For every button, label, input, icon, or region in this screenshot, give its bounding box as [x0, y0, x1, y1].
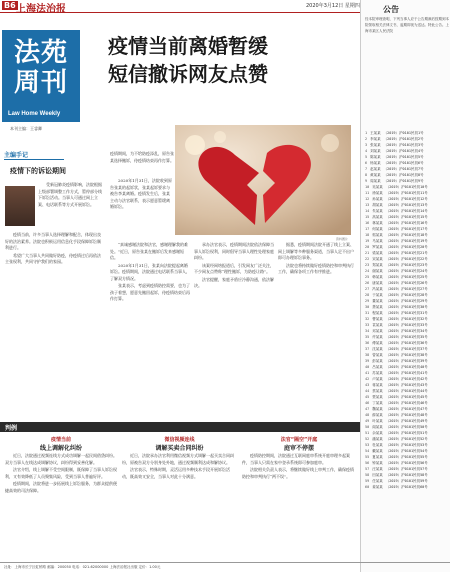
headline-line-1: 疫情当前离婚暂缓	[108, 34, 268, 58]
bottom-article-2-title: 调解买卖合同纠纷	[155, 445, 204, 452]
article-paragraph: 近日，法院通过视频连线方式成功调解一起民间借贷纠纷。双方当事人在线达成调解协议，纠纷得到妥善化解。	[5, 453, 117, 465]
announcement-no: 49	[365, 419, 370, 423]
column-body	[5, 232, 102, 417]
announcement-case: （2019）沪0101民初18号	[385, 233, 428, 237]
announcement-case: （2019）沪0101民初11号	[385, 191, 428, 195]
column-logo	[2, 30, 80, 122]
announcement-case: （2019）沪0101民初7号	[383, 167, 424, 171]
announcement-no: 1	[365, 131, 368, 135]
announcement-name: 罗某某	[372, 245, 383, 249]
announcement-case: （2019）沪0101民初5号	[383, 155, 424, 159]
announcement-name: 阎某某	[372, 425, 383, 429]
announcement-name: 朱某某	[372, 209, 383, 213]
announcement-no: 36	[365, 341, 370, 345]
column-title: 疫情下的诉讼期间	[10, 167, 66, 175]
announcement-case: （2019）沪0101民初40号	[385, 365, 428, 369]
announcement-name: 周某某	[370, 179, 381, 183]
announcement-no: 41	[365, 371, 370, 375]
announcement-no: 29	[365, 299, 370, 303]
announcement-name: 吕某某	[372, 365, 383, 369]
announcement-case: （2019）沪0101民初38号	[385, 353, 428, 357]
column-header: 主编手记	[4, 150, 64, 160]
logo-english: Law Home Weekly	[8, 111, 61, 117]
announcement-case: （2019）沪0101民初56号	[385, 461, 428, 465]
announcement-case: （2019）沪0101民初33号	[385, 323, 428, 327]
announcement-case: （2019）沪0101民初12号	[385, 197, 428, 201]
announcement-case: （2019）沪0101民初19号	[385, 239, 428, 243]
announcement-case: （2019）沪0101民初28号	[385, 293, 428, 297]
announcement-panel	[360, 0, 450, 572]
bottom-article-3-sub: 法官“隔空”开庭	[280, 437, 318, 443]
announcement-no: 3	[365, 143, 368, 147]
editor-credit: 本刊主编：王睿卿	[10, 126, 42, 131]
announcement-no: 22	[365, 257, 370, 261]
announcement-no: 16	[365, 221, 370, 225]
announcement-no: 28	[365, 293, 370, 297]
main-story-col-3	[278, 242, 356, 418]
bottom-article-1-body	[5, 453, 117, 559]
announcement-case: （2019）沪0101民初46号	[385, 401, 428, 405]
announcement-no: 5	[365, 155, 368, 159]
article-paragraph: 法院相关负责人表示，将继续做好线上审判工作，确保疫情防控和审判执行“两不误”。	[242, 467, 354, 479]
announcement-no: 37	[365, 347, 370, 351]
broken-heart-photo	[175, 125, 351, 235]
article-paragraph: 法官表示，特殊时期，灵活运用多种技术手段开展诉讼活动，既高效又安全，当事人对此十分满意。	[122, 467, 230, 479]
announcement-case: （2019）沪0101民初32号	[385, 317, 428, 321]
announcement-name: 于某某	[372, 293, 383, 297]
announcement-no: 38	[365, 353, 370, 357]
announcement-case: （2019）沪0101民初37号	[385, 347, 428, 351]
announcement-no: 13	[365, 203, 370, 207]
issue-date: 2020年3月12日 星期四	[306, 3, 360, 9]
headline-line-2: 短信撤诉网友点赞	[108, 62, 268, 86]
bottom-article-2-sub: 微信视频连线	[164, 437, 195, 443]
announcement-case: （2019）沪0101民初52号	[385, 437, 428, 441]
main-story-col-2	[194, 242, 274, 418]
announcement-name: 郑某某	[372, 263, 383, 267]
announcement-name: 贾某某	[372, 395, 383, 399]
announcement-no: 43	[365, 383, 370, 387]
story-paragraph: 据悉，疫情期间法院开通了线上立案、网上调解等多种服务渠道，当事人足不出户即可办理诉讼事务。	[278, 242, 354, 260]
announcement-row	[365, 484, 449, 490]
announcement-no: 4	[365, 149, 368, 153]
announcement-name: 曹某某	[372, 317, 383, 321]
announcement-case: （2019）沪0101民初17号	[385, 227, 428, 231]
announcement-no: 44	[365, 389, 370, 393]
bottom-article-2-body	[122, 453, 237, 559]
announcement-no: 8	[365, 173, 368, 177]
announcement-case: （2019）沪0101民初16号	[385, 221, 428, 225]
lead-paragraph: 2020年1月31日，法院收到原告张某的起诉状，张某起诉要求与被告李某离婚。疫情发生后，张某主动与法官联系，表示愿意暂缓离婚诉讼。	[110, 178, 172, 209]
main-story-col-1	[110, 242, 190, 418]
announcement-name: 冯某某	[372, 287, 383, 291]
announcement-case: （2019）沪0101民初43号	[385, 383, 428, 387]
announcement-name: 沈某某	[372, 347, 383, 351]
announcement-case: （2019）沪0101民初15号	[385, 215, 428, 219]
announcement-case: （2019）沪0101民初6号	[383, 161, 424, 165]
announcement-name: 唐某某	[372, 281, 383, 285]
page-number: B6	[4, 1, 16, 10]
announcement-no: 32	[365, 317, 370, 321]
announcement-no: 52	[365, 437, 370, 441]
story-paragraph: 法官提醒，家庭矛盾应冷静沟通，依法解决。	[194, 276, 274, 288]
announcement-name: 傅某某	[372, 341, 383, 345]
announcement-name: 戴某某	[372, 449, 383, 453]
announcement-case: （2019）沪0101民初26号	[385, 281, 428, 285]
announcement-no: 53	[365, 443, 370, 447]
announcement-no: 9	[365, 179, 368, 183]
announcement-no: 12	[365, 197, 370, 201]
announcement-name: 黄某某	[370, 173, 381, 177]
announcement-no: 7	[365, 167, 368, 171]
announcement-name: 韩某某	[372, 275, 383, 279]
announcement-name: 任某某	[372, 479, 383, 483]
announcement-no: 58	[365, 473, 370, 477]
announcement-name: 宋某某	[372, 257, 383, 261]
announcement-name: 杜某某	[372, 443, 383, 447]
announcement-name: 程某某	[372, 311, 383, 315]
announcement-no: 15	[365, 215, 370, 219]
logo-line-1: 法苑	[13, 38, 68, 68]
announcement-case: （2019）沪0101民初1号	[383, 131, 424, 135]
announcement-case: （2019）沪0101民初54号	[385, 449, 428, 453]
announcement-case: （2019）沪0101民初25号	[385, 275, 428, 279]
announcement-case: （2019）沪0101民初34号	[385, 329, 428, 333]
announcement-case: （2019）沪0101民初57号	[385, 467, 428, 471]
announcement-no: 6	[365, 161, 368, 165]
announcement-case: （2019）沪0101民初35号	[385, 335, 428, 339]
announcement-no: 27	[365, 287, 370, 291]
announcement-name: 汪某某	[372, 467, 383, 471]
announcement-case: （2019）沪0101民初31号	[385, 311, 428, 315]
announcement-no: 11	[365, 191, 370, 195]
announcement-case: （2019）沪0101民初29号	[385, 299, 428, 303]
announcement-no: 55	[365, 455, 370, 459]
announcement-name: 赵某某	[370, 167, 381, 171]
announcement-case: （2019）沪0101民初41号	[385, 371, 428, 375]
announcement-intro: 经本院审理查明，下列当事人应于公告期满后按期到本院领取相关法律文书，逾期即视为送达。特此公告。上海市某区人民法院	[365, 17, 449, 33]
announcement-name: 李某某	[370, 137, 381, 141]
bottom-article-1-sub: 疫情当前	[50, 437, 71, 443]
announcement-no: 33	[365, 323, 370, 327]
announcement-no: 51	[365, 431, 370, 435]
announcement-no: 45	[365, 395, 370, 399]
announcement-name: 余某某	[372, 431, 383, 435]
announcement-no: 42	[365, 377, 370, 381]
announcement-no: 48	[365, 413, 370, 417]
announcement-no: 35	[365, 335, 370, 339]
announcement-case: （2019）沪0101民初2号	[383, 137, 424, 141]
announcement-case: （2019）沪0101民初60号	[385, 485, 428, 489]
announcement-name: 蒋某某	[372, 383, 383, 387]
announcement-case: （2019）沪0101民初14号	[385, 209, 428, 213]
bottom-article-3-body	[242, 453, 356, 559]
announcement-name: 陈某某	[370, 155, 381, 159]
announcement-name: 梁某某	[372, 251, 383, 255]
story-paragraph: 张某表示，考虑到疫情防控需要，也为了孩子着想，愿意先撤回起诉，待疫情结束后再作打算。	[110, 283, 190, 301]
announcement-name: 胡某某	[372, 203, 383, 207]
announcement-no: 10	[365, 185, 370, 189]
announcement-no: 14	[365, 209, 370, 213]
announcement-case: （2019）沪0101民初9号	[383, 179, 424, 183]
announcement-no: 21	[365, 251, 370, 255]
announcement-no: 17	[365, 227, 370, 231]
announcement-case: （2019）沪0101民初49号	[385, 419, 428, 423]
column-intro	[38, 182, 102, 232]
announcement-name: 彭某某	[372, 359, 383, 363]
story-paragraph: “真诚感谢法院和法官，感谢理解我的难处。”近日，原告张某在撤诉后发来感谢短信。	[110, 242, 189, 260]
announcement-name: 潘某某	[372, 437, 383, 441]
announcement-no: 24	[365, 269, 370, 273]
announcement-case: （2019）沪0101民初24号	[385, 269, 428, 273]
photo-credit: 资料图片	[336, 237, 349, 241]
announcement-case: （2019）沪0101民初22号	[385, 257, 428, 261]
announcement-name: 卢某某	[372, 377, 383, 381]
announcement-case: （2019）沪0101民初27号	[385, 287, 428, 291]
announcement-no: 31	[365, 311, 370, 315]
lead-summary: 疫情期间，为不给防疫添乱，原告张某选择撤诉，待疫情结束再作打算。	[110, 151, 174, 163]
announcement-case: （2019）沪0101民初39号	[385, 359, 428, 363]
announcement-no: 50	[365, 425, 370, 429]
announcement-no: 56	[365, 461, 370, 465]
announcement-name: 魏某某	[372, 407, 383, 411]
announcement-name: 孙某某	[372, 197, 383, 201]
announcement-no: 59	[365, 479, 370, 483]
announcement-list	[365, 130, 449, 490]
announcement-name: 何某某	[372, 227, 383, 231]
announcement-name: 夏某某	[372, 455, 383, 459]
announcement-name: 林某某	[372, 221, 383, 225]
announcement-name: 萧某某	[372, 305, 383, 309]
announcement-case: （2019）沪0101民初36号	[385, 341, 428, 345]
announcement-name: 袁某某	[372, 323, 383, 327]
column-paragraph: 希望广大当事人共同做好防疫，待疫情过后再依法主张权利，共同守护我们的家园。	[5, 252, 101, 264]
announcement-name: 董某某	[372, 299, 383, 303]
announcement-name: 王某某	[370, 131, 381, 135]
announcement-case: （2019）沪0101民初23号	[385, 263, 428, 267]
announcement-name: 丁某某	[372, 401, 383, 405]
announcement-no: 30	[365, 305, 370, 309]
article-paragraph: 疫情期间，法院将进一步拓展线上诉讼服务，为群众提供便捷高效的司法保障。	[5, 481, 117, 493]
announcement-name: 许某某	[372, 335, 383, 339]
announcement-name: 张某某	[370, 143, 381, 147]
announcement-name: 薛某某	[372, 413, 383, 417]
announcement-no: 39	[365, 359, 370, 363]
article-paragraph: 法官介绍，线上调解不受空间限制，既保障了当事人诉讼权利，又有效降低了人员聚集风险，受到当事人普遍好评。	[5, 467, 117, 479]
announcement-no: 54	[365, 449, 370, 453]
announcement-case: （2019）沪0101民初44号	[385, 389, 428, 393]
announcement-case: （2019）沪0101民初58号	[385, 473, 428, 477]
story-paragraph: 该案经网络报道后，引发网友广泛关注，不少网友点赞称“理性撤诉，为防疫让路”。	[194, 262, 274, 274]
announcement-name: 杨某某	[370, 161, 381, 165]
section-band-label: 判例	[5, 425, 18, 432]
announcement-case: （2019）沪0101民初55号	[385, 455, 428, 459]
announcement-no: 18	[365, 233, 370, 237]
announcement-case: （2019）沪0101民初59号	[385, 479, 428, 483]
announcement-name: 姜某某	[372, 485, 383, 489]
announcement-name: 徐某某	[372, 191, 383, 195]
article-paragraph: 疫情防控期间，法院通过互联网庭审系统开庭审理多起案件，当事人只需在家中登录系统即可参加庭审。	[242, 453, 350, 465]
announcement-no: 25	[365, 275, 370, 279]
article-paragraph: 近日，法院承办法官利用微信视频方式调解一起买卖合同纠纷，原被告双方分别身处外地，通过视频顺利达成和解协议。	[122, 453, 234, 465]
announcement-no: 20	[365, 245, 370, 249]
announcement-case: （2019）沪0101民初8号	[383, 173, 424, 177]
story-paragraph: 法院也将持续做好疫情防控和审判执行工作，确保各项工作有序推进。	[278, 262, 354, 274]
column-paragraph: 疫情当前，许多当事人选择理解和配合，体现出良好的法治素养。法院也积极运用信息化手段保障诉讼顺利进行。	[5, 232, 101, 250]
headline	[108, 32, 268, 88]
announcement-case: （2019）沪0101民初10号	[385, 185, 428, 189]
announcement-case: （2019）沪0101民初3号	[383, 143, 424, 147]
announcement-case: （2019）沪0101民初20号	[385, 245, 428, 249]
announcement-name: 蔡某某	[372, 389, 383, 393]
author-photo	[5, 186, 35, 226]
announcement-no: 46	[365, 401, 370, 405]
announcement-case: （2019）沪0101民初50号	[385, 425, 428, 429]
announcement-no: 26	[365, 281, 370, 285]
lead-body-text	[110, 178, 172, 238]
announcement-name: 叶某某	[372, 419, 383, 423]
announcement-case: （2019）沪0101民初13号	[385, 203, 428, 207]
announcement-case: （2019）沪0101民初47号	[385, 407, 428, 411]
logo-line-2: 周刊	[13, 68, 68, 98]
announcement-no: 19	[365, 239, 370, 243]
announcement-no: 47	[365, 407, 370, 411]
bottom-article-1-title: 线上调解化纠纷	[39, 445, 82, 452]
announcement-name: 苏某某	[372, 371, 383, 375]
announcement-case: （2019）沪0101民初42号	[385, 377, 428, 381]
announcement-name: 邓某某	[372, 329, 383, 333]
announcement-name: 谢某某	[372, 269, 383, 273]
story-paragraph: 承办法官表示，疫情期间法院依法保障当事人诉讼权利，同时倡导当事人理性处理家庭纠纷。	[194, 242, 274, 260]
announcement-no: 23	[365, 263, 370, 267]
announcement-case: （2019）沪0101民初51号	[385, 431, 428, 435]
story-paragraph: 2020年1月31日，张某向法院提起离婚诉讼。疫情期间，法院通过电话联系当事人，了解双方情况。	[110, 262, 190, 281]
section-band	[0, 422, 360, 432]
announcement-name: 郭某某	[372, 233, 383, 237]
announcement-no: 34	[365, 329, 370, 333]
announcement-no: 2	[365, 137, 368, 141]
announcement-name: 刘某某	[370, 149, 381, 153]
column-paragraph: 受新冠肺炎疫情影响，法院根据上级部署调整工作方式，暂停部分线下诉讼活动。当事人可通过网上立案、电话联系等方式开展诉讼。	[38, 182, 102, 207]
announcement-name: 马某某	[372, 239, 383, 243]
announcement-case: （2019）沪0101民初45号	[385, 395, 428, 399]
announcement-title: 公告	[383, 5, 399, 14]
announcement-case: （2019）沪0101民初21号	[385, 251, 428, 255]
announcement-case: （2019）沪0101民初30号	[385, 305, 428, 309]
announcement-name: 钟某某	[372, 461, 383, 465]
announcement-no: 57	[365, 467, 370, 471]
announcement-case: （2019）沪0101民初48号	[385, 413, 428, 417]
newspaper-brand: 上海法治报	[16, 4, 66, 15]
announcement-no: 60	[365, 485, 370, 489]
announcement-name: 田某某	[372, 473, 383, 477]
announcement-name: 吴某某	[372, 185, 383, 189]
announcement-case: （2019）沪0101民初53号	[385, 443, 428, 447]
announcement-name: 高某某	[372, 215, 383, 219]
announcement-no: 40	[365, 365, 370, 369]
bottom-article-3-title: 庭审不停摆	[283, 445, 314, 452]
announcement-case: （2019）沪0101民初4号	[383, 149, 424, 153]
page-footer: 社址：上海市长宁区虹桥路 邮编：200050 电话：021-62000000 上海法治报社出版 定价：1.00元	[0, 562, 450, 572]
announcement-name: 曾某某	[372, 353, 383, 357]
